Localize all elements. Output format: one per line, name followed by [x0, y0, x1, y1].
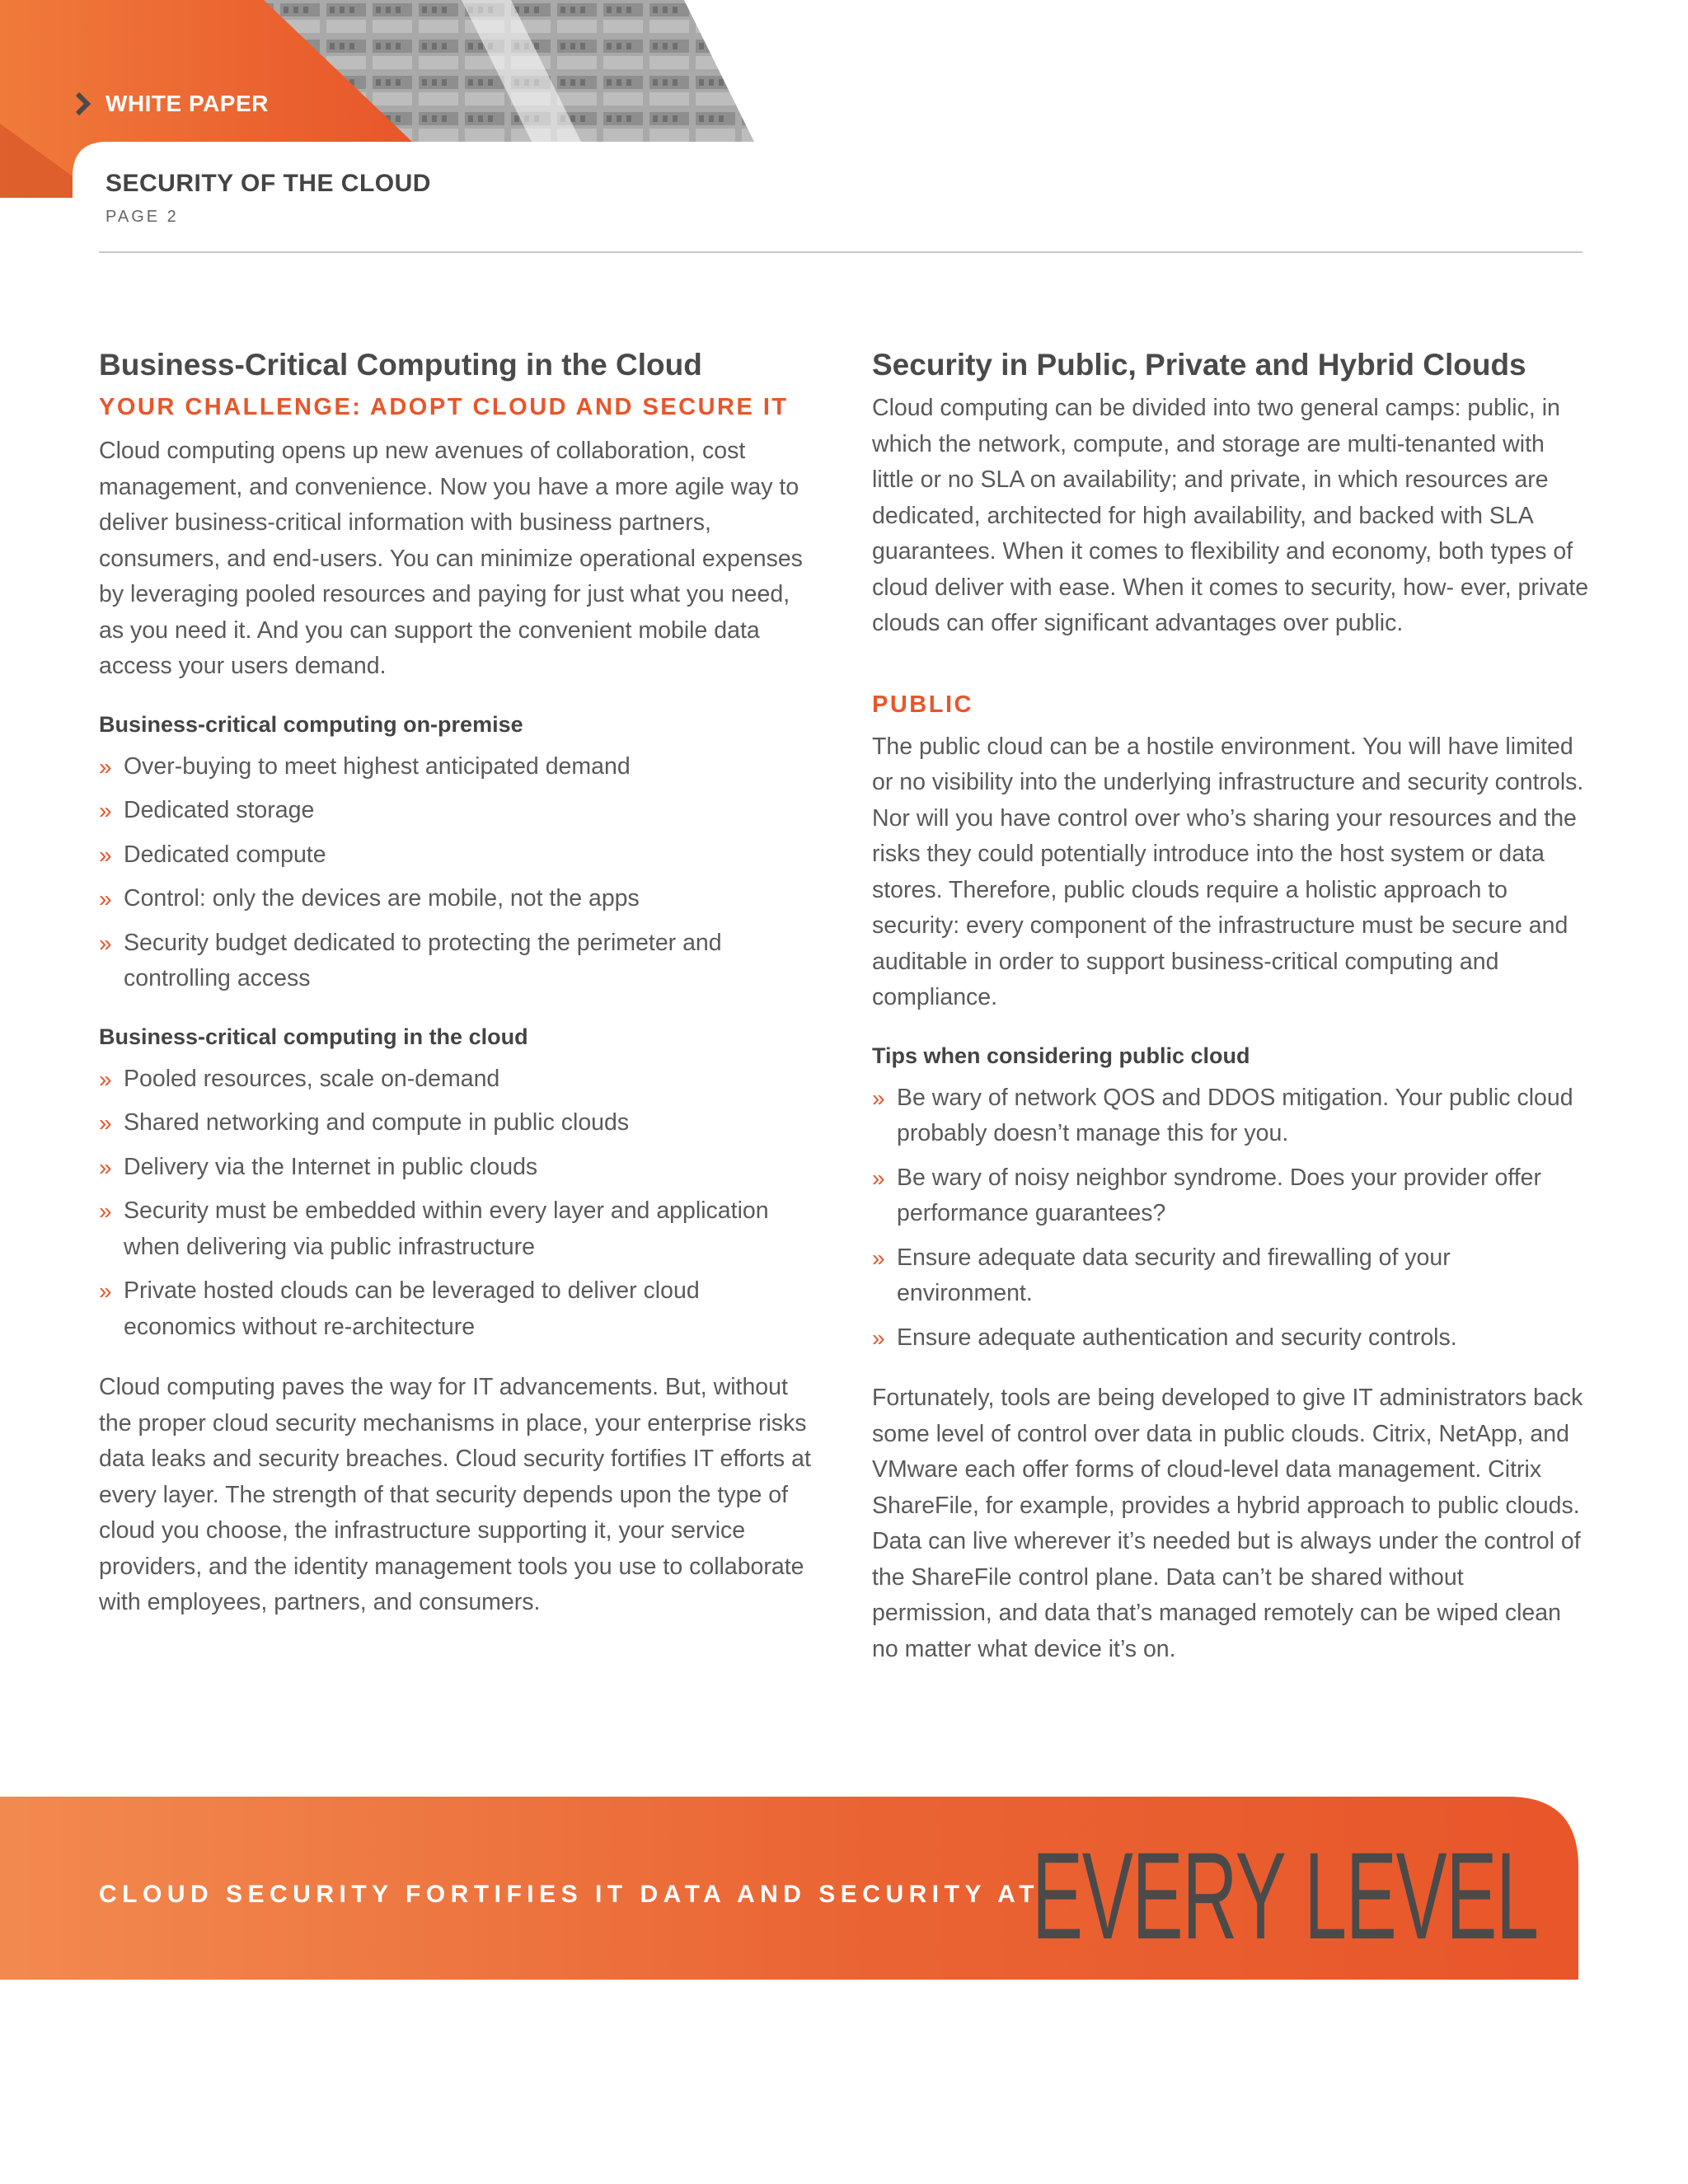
bullet-icon: » [99, 1198, 112, 1224]
chevron-right-icon [74, 91, 92, 116]
bullet-icon: » [99, 798, 112, 823]
banner-emphasis: EVERY LEVEL [1032, 1826, 1538, 1965]
right-column [872, 346, 1589, 1667]
list-item: » Ensure adequate authentication and security controls. [872, 1320, 1589, 1357]
bullet-icon: » [99, 886, 112, 912]
challenge-subheading: YOUR CHALLENGE: ADOPT CLOUD AND SECURE IT [99, 394, 789, 420]
bullet-icon: » [99, 930, 112, 956]
list-item: » Security budget dedicated to protecting the perimeter and controlling access [99, 926, 816, 997]
left-heading: Business-Critical Computing in the Cloud [99, 348, 702, 382]
list-item: » Ensure adequate data security and firewalling of your environment. [872, 1240, 1589, 1312]
document-title: SECURITY OF THE CLOUD [106, 170, 431, 197]
list-item: » Security must be embedded within every layer and application when delivering via public infrastructure [99, 1193, 816, 1265]
bullet-icon: » [872, 1165, 885, 1191]
bullet-icon: » [99, 1154, 112, 1180]
list-item: » Be wary of network QOS and DDOS mitigation. Your public cloud probably doesn’t manage this for you. [872, 1080, 1589, 1152]
right-closing-paragraph: Fortunately, tools are being developed to give IT administrators back some level of control over data in public clouds. Citrix, NetApp, and VMware each offer forms of cloud-level data management. Citrix ShareFile, for example, provides a hybrid approach to public clouds. Data can live wherever it’s needed but is always under the control of the ShareFile control plane. Data can’t be shared without permission, and data that’s managed remotely can be wiped clean no matter what device it’s on. [872, 1385, 1583, 1662]
bullet-icon: » [99, 1110, 112, 1136]
public-subheading: PUBLIC [872, 691, 973, 718]
list-item: » Delivery via the Internet in public clouds [99, 1150, 816, 1186]
bullet-icon: » [99, 753, 112, 780]
list-item: » Pooled resources, scale on-demand [99, 1062, 816, 1098]
white-paper-badge [74, 87, 269, 120]
public-paragraph: The public cloud can be a hostile environment. You will have limited or no visibility into the underlying infrastructure and security controls. Nor will you have control over who’s sharing your resources and the risks they could potentially introduce into the host system or data stores. Therefore, public clouds require a holistic approach to security: every component of the infrastructure must be secure and auditable in order to support business-critical computing and compliance. [872, 733, 1584, 1010]
white-paper-label: WHITE PAPER [106, 91, 269, 116]
page-number: PAGE 2 [106, 208, 179, 226]
list-item: » Dedicated compute [99, 837, 816, 874]
list-item: » Over-buying to meet highest anticipated demand [99, 749, 816, 785]
header-divider [99, 251, 1582, 253]
tips-list [872, 1080, 1589, 1357]
right-heading: Security in Public, Private and Hybrid Clouds [872, 348, 1526, 382]
list-item: » Private hosted clouds can be leveraged to deliver cloud economics without re-architecture [99, 1273, 816, 1345]
list-item: » Shared networking and compute in public clouds [99, 1105, 816, 1141]
onprem-list [99, 749, 816, 997]
list-item: » Control: only the devices are mobile, not the apps [99, 881, 816, 917]
right-intro-paragraph: Cloud computing can be divided into two general camps: public, in which the network, compute, and storage are multi-tenanted with little or no SLA on availability; and private, in which resources are dedicated, architected for high availability, and backed with SLA guarantees. When it comes to flexibility and economy, both types of cloud deliver with ease. When it comes to security, how- ever, private clouds can offer significant advantages over public. [872, 395, 1589, 636]
onprem-subheading: Business-critical computing on-premise [99, 711, 523, 737]
bullet-icon: » [99, 1278, 112, 1304]
bullet-icon: » [872, 1085, 885, 1111]
bullet-icon: » [872, 1244, 885, 1271]
bullet-icon: » [99, 1066, 112, 1092]
cloud-list [99, 1062, 816, 1346]
left-closing-paragraph: Cloud computing paves the way for IT advancements. But, without the proper cloud security mechanisms in place, your enterprise risks data leaks and security breaches. Cloud security fortifies IT efforts at every layer. The strength of that security depends upon the type of cloud you choose, the infrastructure supporting it, your service providers, and the identity management tools you use to collaborate with employees, partners, and consumers. [99, 1374, 811, 1615]
bullet-icon: » [872, 1324, 885, 1351]
list-item: » Be wary of noisy neighbor syndrome. Does your provider offer performance guarantees? [872, 1160, 1589, 1232]
tips-subheading: Tips when considering public cloud [872, 1043, 1250, 1068]
banner-tagline: CLOUD SECURITY FORTIFIES IT DATA AND SECURITY AT [99, 1881, 1039, 1908]
list-item: » Dedicated storage [99, 793, 816, 829]
left-intro-paragraph: Cloud computing opens up new avenues of collaboration, cost management, and convenience. Now you have a more agile way to deliver business-critical information with business partners, consumers, and end-users. You can minimize operational expenses by leveraging pooled resources and paying for just what you need, as you need it. And you can support the convenient mobile data access your users demand. [99, 438, 803, 679]
cloud-subheading: Business-critical computing in the cloud [99, 1024, 528, 1049]
bullet-icon: » [99, 841, 112, 868]
left-column [99, 346, 816, 1621]
